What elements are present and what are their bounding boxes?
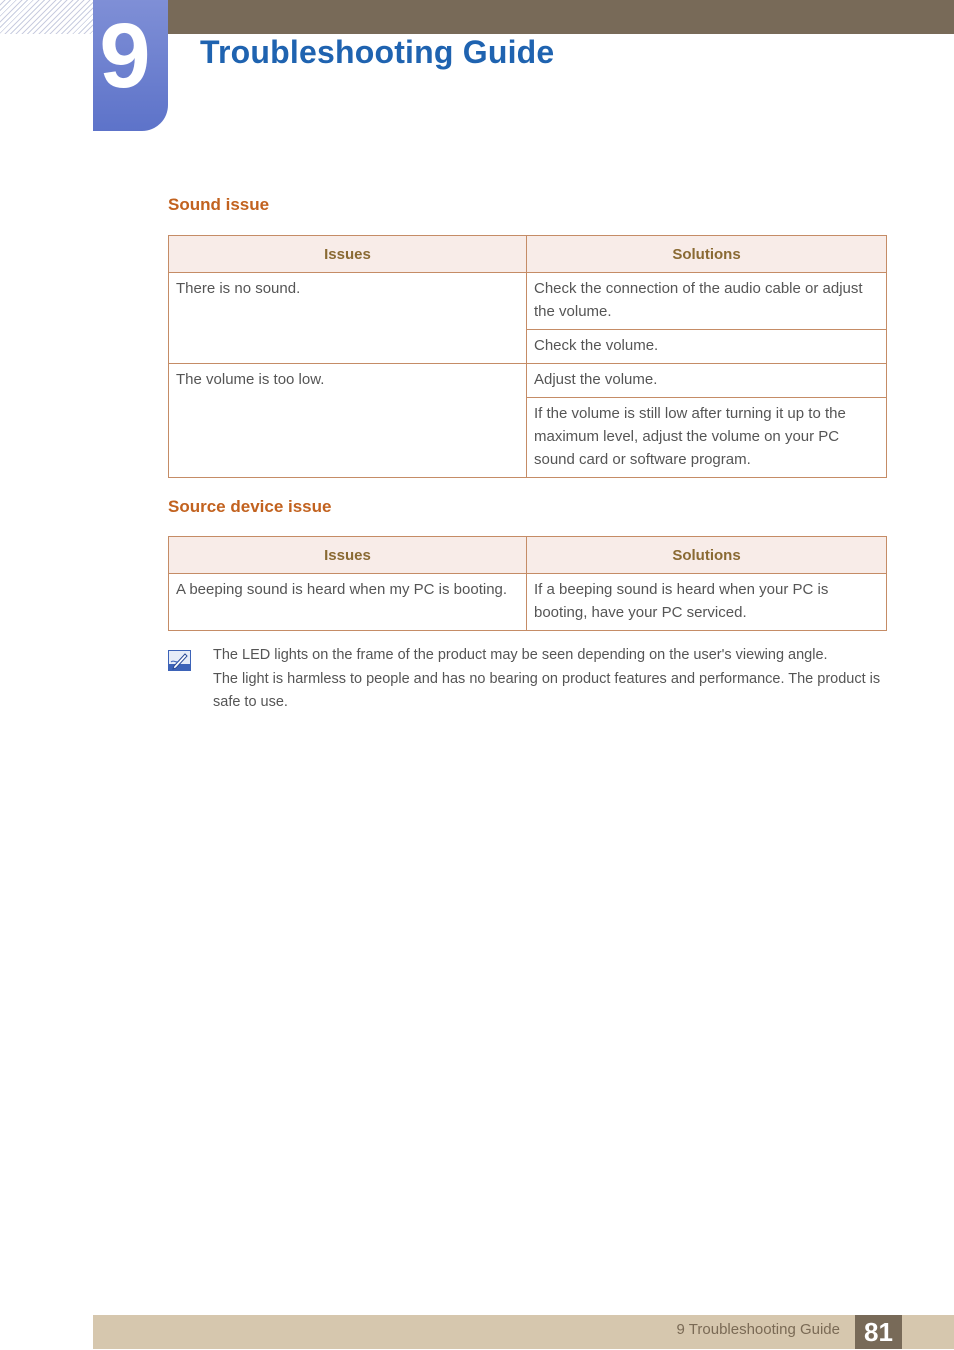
table-row bbox=[169, 574, 887, 631]
solution-cell: Check the connection of the audio cable or adjust the volume. bbox=[527, 273, 887, 330]
column-header-solutions: Solutions bbox=[527, 236, 887, 273]
chapter-number: 9 bbox=[99, 5, 151, 107]
chapter-title: Troubleshooting Guide bbox=[200, 34, 555, 70]
table-header-row bbox=[169, 537, 887, 574]
column-header-issues: Issues bbox=[169, 236, 527, 273]
issue-cell: A beeping sound is heard when my PC is booting. bbox=[169, 574, 527, 631]
source-device-issue-table bbox=[168, 536, 887, 631]
solution-cell: If a beeping sound is heard when your PC is booting, have your PC serviced. bbox=[527, 574, 887, 631]
header-bar bbox=[168, 0, 954, 34]
note-pencil-icon bbox=[168, 650, 191, 671]
solution-cell: Check the volume. bbox=[527, 330, 887, 364]
page-number: 81 bbox=[855, 1315, 902, 1349]
solution-cell: Adjust the volume. bbox=[527, 364, 887, 398]
section-heading-source-device-issue: Source device issue bbox=[168, 497, 332, 516]
note-text bbox=[213, 644, 889, 715]
table-header-row bbox=[169, 236, 887, 273]
issue-cell: There is no sound. bbox=[169, 273, 527, 364]
column-header-issues: Issues bbox=[169, 537, 527, 574]
note-line: The light is harmless to people and has no bearing on product features and performance. The product is safe to use. bbox=[213, 670, 881, 710]
solution-cell: If the volume is still low after turning it up to the maximum level, adjust the volume on your PC sound card or software program. bbox=[527, 398, 887, 478]
note-line: The LED lights on the frame of the product may be seen depending on the user's viewing angle. bbox=[213, 647, 828, 663]
header-hatch-decoration bbox=[0, 0, 93, 34]
section-heading-sound-issue: Sound issue bbox=[168, 195, 270, 214]
sound-issue-table bbox=[168, 235, 887, 478]
footer-chapter-label: 9 Troubleshooting Guide bbox=[676, 1321, 840, 1338]
issue-cell: The volume is too low. bbox=[169, 364, 527, 478]
table-row bbox=[169, 364, 887, 398]
table-row bbox=[169, 273, 887, 330]
column-header-solutions: Solutions bbox=[527, 537, 887, 574]
